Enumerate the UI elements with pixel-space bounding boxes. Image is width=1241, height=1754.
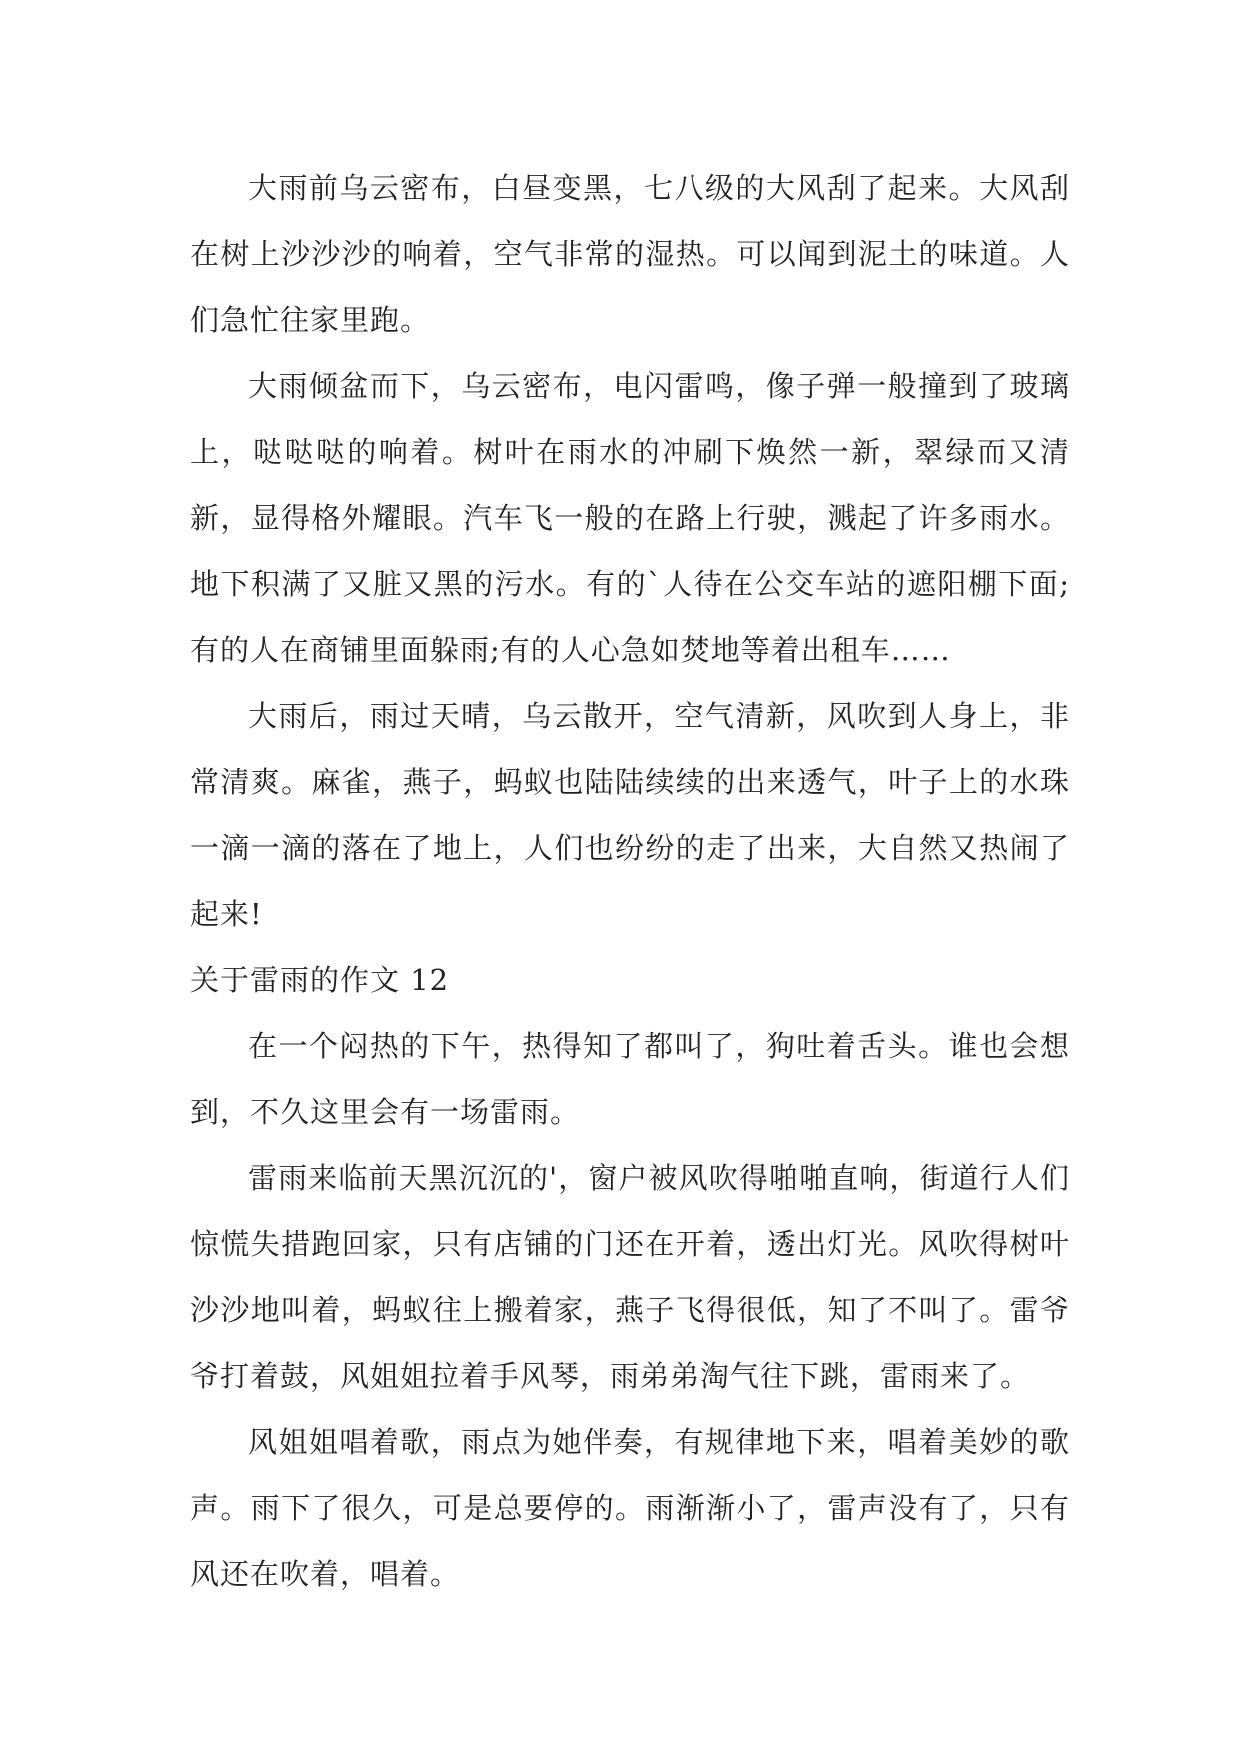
paragraph: 大雨后，雨过天晴，乌云散开，空气清新，风吹到人身上，非常清爽。麻雀，燕子，蚂蚁也陆陆续续的出来透气，叶子上的水珠一滴一滴的落在了地上，人们也纷纷的走了出来，大自然又热闹了起来!: [190, 699, 1070, 931]
paragraph: 风姐姐唱着歌，雨点为她伴奏，有规律地下来，唱着美妙的歌声。雨下了很久，可是总要停的。雨渐渐小了，雷声没有了，只有风还在吹着，唱着。: [190, 1425, 1070, 1591]
paragraph: 大雨前乌云密布，白昼变黑，七八级的大风刮了起来。大风刮在树上沙沙沙的响着，空气非常的湿热。可以闻到泥土的味道。人们急忙往家里跑。: [190, 171, 1070, 337]
document-body: [190, 155, 1070, 1607]
section-title: 关于雷雨的作文 12: [190, 963, 450, 997]
paragraph: 雷雨来临前天黑沉沉的'，窗户被风吹得啪啪直响，街道行人们惊慌失措跑回家，只有店铺的门还在开着，透出灯光。风吹得树叶沙沙地叫着，蚂蚁往上搬着家，燕子飞得很低，知了不叫了。雷爷爷打着鼓，风姐姐拉着手风琴，雨弟弟淘气往下跳，雷雨来了。: [190, 1161, 1070, 1393]
paragraph: 大雨倾盆而下，乌云密布，电闪雷鸣，像子弹一般撞到了玻璃上，哒哒哒的响着。树叶在雨水的冲刷下焕然一新，翠绿而又清新，显得格外耀眼。汽车飞一般的在路上行驶，溅起了许多雨水。地下积满了又脏又黑的污水。有的`人待在公交车站的遮阳棚下面;有的人在商铺里面躲雨;有的人心急如焚地等着出租车……: [190, 369, 1070, 667]
paragraph: 在一个闷热的下午，热得知了都叫了，狗吐着舌头。谁也会想到，不久这里会有一场雷雨。: [190, 1029, 1070, 1129]
